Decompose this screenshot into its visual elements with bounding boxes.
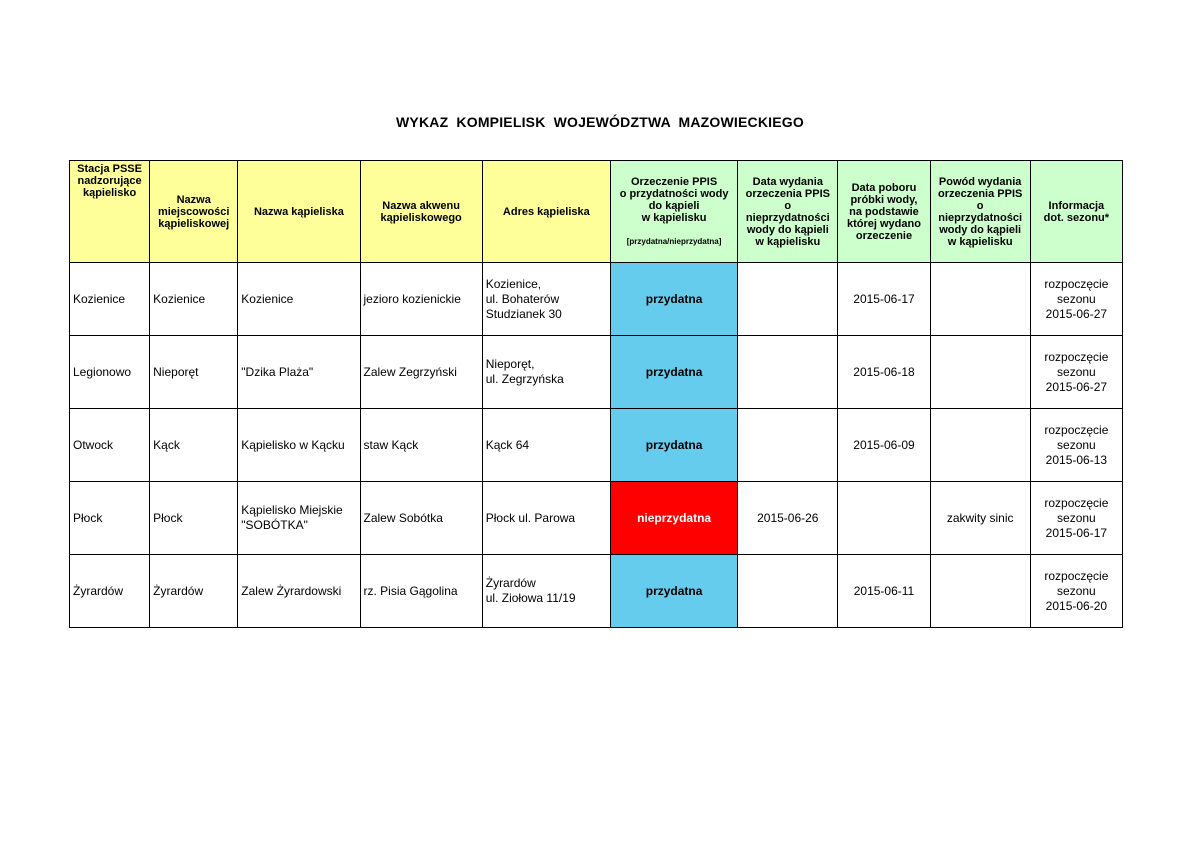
header-season: Informacja dot. sezonu* (1030, 161, 1122, 263)
header-row (70, 161, 1123, 263)
cell-season: rozpoczęcie sezonu 2015-06-13 (1030, 409, 1122, 482)
cell-address: Kozienice, ul. Bohaterów Studzianek 30 (482, 263, 610, 336)
cell-sample-date: 2015-06-09 (838, 409, 930, 482)
cell-locality: Żyrardów (150, 555, 238, 628)
header-address: Adres kąpieliska (482, 161, 610, 263)
cell-bath-name: Zalew Żyrardowski (238, 555, 360, 628)
cell-reason (930, 336, 1030, 409)
cell-verdict: przydatna (610, 336, 737, 409)
cell-water-body: Zalew Zegrzyński (360, 336, 482, 409)
header-verdict-note: [przydatna/nieprzydatna] (626, 236, 722, 246)
cell-address: Kąck 64 (482, 409, 610, 482)
header-water-body: Nazwa akwenu kąpieliskowego (360, 161, 482, 263)
cell-reason: zakwity sinic (930, 482, 1030, 555)
cell-station: Płock (70, 482, 150, 555)
cell-water-body: staw Kąck (360, 409, 482, 482)
cell-season: rozpoczęcie sezonu 2015-06-27 (1030, 263, 1122, 336)
cell-issue-date (738, 409, 838, 482)
cell-sample-date: 2015-06-17 (838, 263, 930, 336)
cell-reason (930, 555, 1030, 628)
cell-bath-name: "Dzika Plaża" (238, 336, 360, 409)
cell-station: Legionowo (70, 336, 150, 409)
table-row (70, 263, 1123, 336)
cell-bath-name: Kąpielisko Miejskie "SOBÓTKA" (238, 482, 360, 555)
cell-station: Żyrardów (70, 555, 150, 628)
cell-issue-date (738, 336, 838, 409)
cell-sample-date (838, 482, 930, 555)
header-issue-date: Data wydania orzeczenia PPIS o nieprzydatności wody do kąpieli w kąpielisku (738, 161, 838, 263)
bathing-sites-table (69, 160, 1123, 628)
cell-station: Otwock (70, 409, 150, 482)
cell-locality: Nieporęt (150, 336, 238, 409)
header-sample-date: Data poboru próbki wody, na podstawie której wydano orzeczenie (838, 161, 930, 263)
header-verdict-text: Orzeczenie PPIS o przydatności wody do kąpieli w kąpielisku (619, 175, 729, 224)
cell-verdict: nieprzydatna (610, 482, 737, 555)
header-station: Stacja PSSE nadzorujące kąpielisko (70, 161, 150, 263)
cell-water-body: Zalew Sobótka (360, 482, 482, 555)
cell-locality: Kąck (150, 409, 238, 482)
header-verdict (610, 161, 737, 263)
table-row (70, 336, 1123, 409)
cell-address: Płock ul. Parowa (482, 482, 610, 555)
cell-season: rozpoczęcie sezonu 2015-06-20 (1030, 555, 1122, 628)
header-locality: Nazwa miejscowości kąpieliskowej (150, 161, 238, 263)
cell-issue-date (738, 555, 838, 628)
table-row (70, 409, 1123, 482)
cell-locality: Kozienice (150, 263, 238, 336)
page-title: WYKAZ KOMPIELISK WOJEWÓDZTWA MAZOWIECKIEGO (396, 114, 804, 130)
cell-season: rozpoczęcie sezonu 2015-06-17 (1030, 482, 1122, 555)
cell-station: Kozienice (70, 263, 150, 336)
cell-locality: Płock (150, 482, 238, 555)
cell-reason (930, 263, 1030, 336)
cell-verdict: przydatna (610, 263, 737, 336)
cell-issue-date (738, 263, 838, 336)
cell-verdict: przydatna (610, 555, 737, 628)
cell-sample-date: 2015-06-11 (838, 555, 930, 628)
cell-address: Nieporęt, ul. Zegrzyńska (482, 336, 610, 409)
cell-address: Żyrardów ul. Ziołowa 11/19 (482, 555, 610, 628)
table-row (70, 482, 1123, 555)
header-reason: Powód wydania orzeczenia PPIS o nieprzydatności wody do kąpieli w kąpielisku (930, 161, 1030, 263)
header-bath-name: Nazwa kąpieliska (238, 161, 360, 263)
cell-verdict: przydatna (610, 409, 737, 482)
cell-water-body: jezioro kozienickie (360, 263, 482, 336)
cell-issue-date: 2015-06-26 (738, 482, 838, 555)
cell-bath-name: Kozienice (238, 263, 360, 336)
cell-water-body: rz. Pisia Gągolina (360, 555, 482, 628)
cell-reason (930, 409, 1030, 482)
cell-sample-date: 2015-06-18 (838, 336, 930, 409)
cell-bath-name: Kąpielisko w Kącku (238, 409, 360, 482)
table-row (70, 555, 1123, 628)
cell-season: rozpoczęcie sezonu 2015-06-27 (1030, 336, 1122, 409)
